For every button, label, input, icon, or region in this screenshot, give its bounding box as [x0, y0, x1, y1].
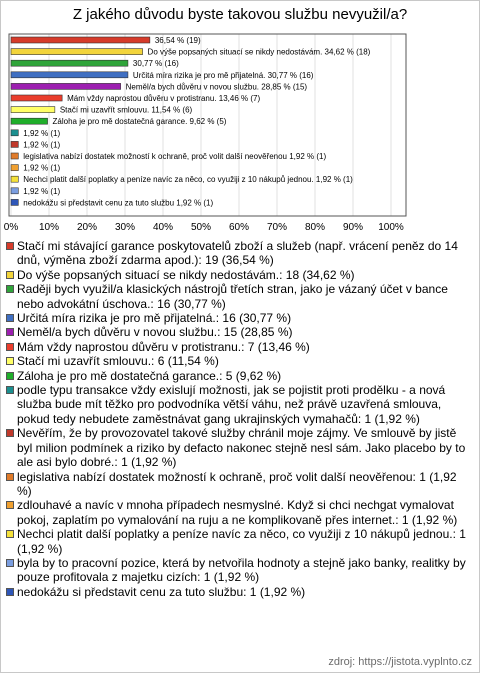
legend-swatch	[6, 473, 14, 481]
bar	[11, 95, 62, 101]
legend-item	[6, 340, 472, 354]
bar	[11, 188, 18, 194]
bar-data-label: Stačí mi uzavřít smlouvu. 11,54 % (6)	[59, 105, 193, 115]
legend-item	[6, 325, 472, 339]
legend-swatch	[6, 328, 14, 336]
legend-swatch	[6, 386, 14, 394]
bar-data-label: 1,92 % (1)	[23, 163, 61, 173]
legend-label: nedokážu si představit cenu za tuto službu: 1 (1,92 %)	[17, 584, 306, 599]
legend-item	[6, 556, 472, 585]
bar	[11, 37, 150, 43]
legend-swatch	[6, 588, 14, 596]
bar-data-label: 1,92 % (1)	[23, 128, 61, 138]
legend-item	[6, 527, 472, 556]
legend-item	[6, 470, 472, 499]
x-tick-label: 30%	[114, 222, 136, 233]
legend-label: Záloha je pro mě dostatečná garance.: 5 (9,62 %)	[17, 368, 282, 383]
bar	[11, 176, 18, 182]
bar	[11, 153, 18, 159]
x-tick-label: 70%	[266, 222, 288, 233]
legend-swatch	[6, 357, 14, 365]
bar	[11, 118, 48, 124]
legend-item	[6, 383, 472, 426]
bar	[11, 72, 128, 78]
legend	[6, 239, 472, 599]
bar	[11, 199, 18, 205]
bar-data-label: Do výše popsaných situací se nikdy nedostávám. 34,62 % (18)	[147, 47, 371, 57]
legend-item	[6, 498, 472, 527]
bar	[11, 130, 18, 136]
bar-data-label: legislativa nabízí dostatek možností k ochraně, proč volit další neověřenou 1,92 % (1)	[23, 152, 327, 161]
x-tick-label: 100%	[378, 222, 404, 233]
bar	[11, 165, 18, 171]
legend-swatch	[6, 429, 14, 437]
x-tick-label: 80%	[304, 222, 326, 233]
legend-swatch	[6, 372, 14, 380]
legend-label: Stačí mi stávající garance poskytovatelů zboží a služeb (např. vrácení peněz do 14 dnů, výměna zboží zdarma apod.): 19 (36,54 %)	[17, 239, 458, 268]
bar-data-label: Neměl/a bych důvěru v novou službu. 28,85 % (15)	[125, 82, 308, 92]
x-tick-label: 60%	[228, 222, 250, 233]
legend-label: Určitá míra rizika je pro mě přijatelná.: 16 (30,77 %)	[17, 311, 292, 326]
x-tick-label: 10%	[38, 222, 60, 233]
bar-data-label: 1,92 % (1)	[23, 140, 61, 150]
source-credit: zdroj: https://jistota.vyplnto.cz	[328, 656, 472, 668]
legend-item	[6, 426, 472, 469]
bar-data-label: 1,92 % (1)	[23, 186, 61, 196]
legend-item	[6, 354, 472, 368]
legend-swatch	[6, 314, 14, 322]
legend-item	[6, 282, 472, 311]
legend-item	[6, 239, 472, 268]
bar-data-label: Mám vždy naprostou důvěru v protistranu. 13,46 % (7)	[67, 94, 261, 103]
legend-label: Nevěřím, že by provozovatel takové služby chránil moje zájmy. Ve smlouvě by jistě byl milion podmínek a riziko by defacto nakonec stejně nesl sám. Jako placebo by to ale asi bylo dobré.: 1 (1,92 %)	[17, 426, 466, 470]
bars	[11, 36, 371, 207]
legend-swatch	[6, 343, 14, 351]
bar	[11, 83, 121, 89]
legend-label: Nechci platit další poplatky a peníze navíc za něco, co využiji z 10 nákupů jednou.: 1 (1,92 %)	[17, 527, 466, 556]
legend-label: Do výše popsaných situací se nikdy nedostávám.: 18 (34,62 %)	[17, 267, 355, 282]
bar	[11, 107, 55, 113]
legend-label: byla by to pracovní pozice, která by netvořila hodnoty a stejně jako banky, realitky by pouze profitovala z majetku cizích: 1 (1,92 %)	[17, 555, 466, 585]
bar-data-label: Záloha je pro mě dostatečná garance. 9,62 % (5)	[52, 117, 227, 127]
legend-item	[6, 369, 472, 383]
legend-swatch	[6, 271, 14, 279]
legend-swatch	[6, 242, 14, 250]
legend-item	[6, 311, 472, 325]
bar-data-label: Nechci platit další poplatky a peníze navíc za něco, co využiji z 10 nákupů jednou. 1,92 % (1)	[23, 175, 353, 185]
bar-data-label: nedokážu si představit cenu za tuto službu 1,92 % (1)	[23, 198, 214, 208]
legend-swatch	[6, 501, 14, 509]
legend-item	[6, 268, 472, 282]
bar	[11, 60, 128, 66]
legend-label: Raději bych využil/a klasických nástrojů třetích stran, jako je vázaný účet v bance nebo advokátní úschova.: 16 (30,77 %)	[17, 282, 448, 311]
x-tick-label: 90%	[342, 222, 364, 233]
bar-data-label: Určitá míra rizika je pro mě přijatelná. 30,77 % (16)	[132, 70, 314, 80]
x-axis-ticks	[4, 222, 404, 233]
chart-title: Z jakého důvodu byste takovou službu nevyužil/a?	[72, 6, 408, 23]
bar	[11, 141, 18, 147]
legend-label: Mám vždy naprostou důvěru v protistranu.: 7 (13,46 %)	[17, 339, 310, 354]
x-tick-label: 0%	[3, 222, 19, 233]
legend-label: zdlouhavé a navíc v mnoha případech nesmyslné. Když si chci nechgat vymalovat pokoj, zaplatím po vymalování na ruju a ne komplikovaně přes internet.: 1 (1,92 %)	[17, 498, 458, 527]
x-tick-label: 40%	[152, 222, 174, 233]
x-tick-label: 50%	[190, 222, 212, 233]
legend-swatch	[6, 530, 14, 538]
bar-data-label: 36,54 % (19)	[154, 36, 201, 45]
legend-swatch	[6, 559, 14, 567]
bar-data-label: 30,77 % (16)	[132, 59, 179, 69]
legend-label: Stačí mi uzavřít smlouvu.: 6 (11,54 %)	[17, 354, 219, 369]
legend-label: legislativa nabízí dostatek možností k ochraně, proč volit další neověřenou: 1 (1,92 %)	[17, 469, 457, 498]
legend-item	[6, 585, 472, 599]
legend-swatch	[6, 285, 14, 293]
x-tick-label: 20%	[76, 222, 98, 233]
bar-chart-plot	[0, 0, 480, 240]
legend-label: podle typu transakce vždy exislují možnosti, jak se pojistit proti prodělku - a nová služba bude mít těžko pro podvodníka větší váhu, než právě uzavřená smlouva, pokud tedy nebudete zaměstnávat gang ukrajinských vymahačů: 1 (1,92 %)	[17, 383, 446, 426]
legend-label: Neměl/a bych důvěru v novou službu.: 15 (28,85 %)	[17, 325, 293, 340]
bar	[11, 49, 143, 55]
